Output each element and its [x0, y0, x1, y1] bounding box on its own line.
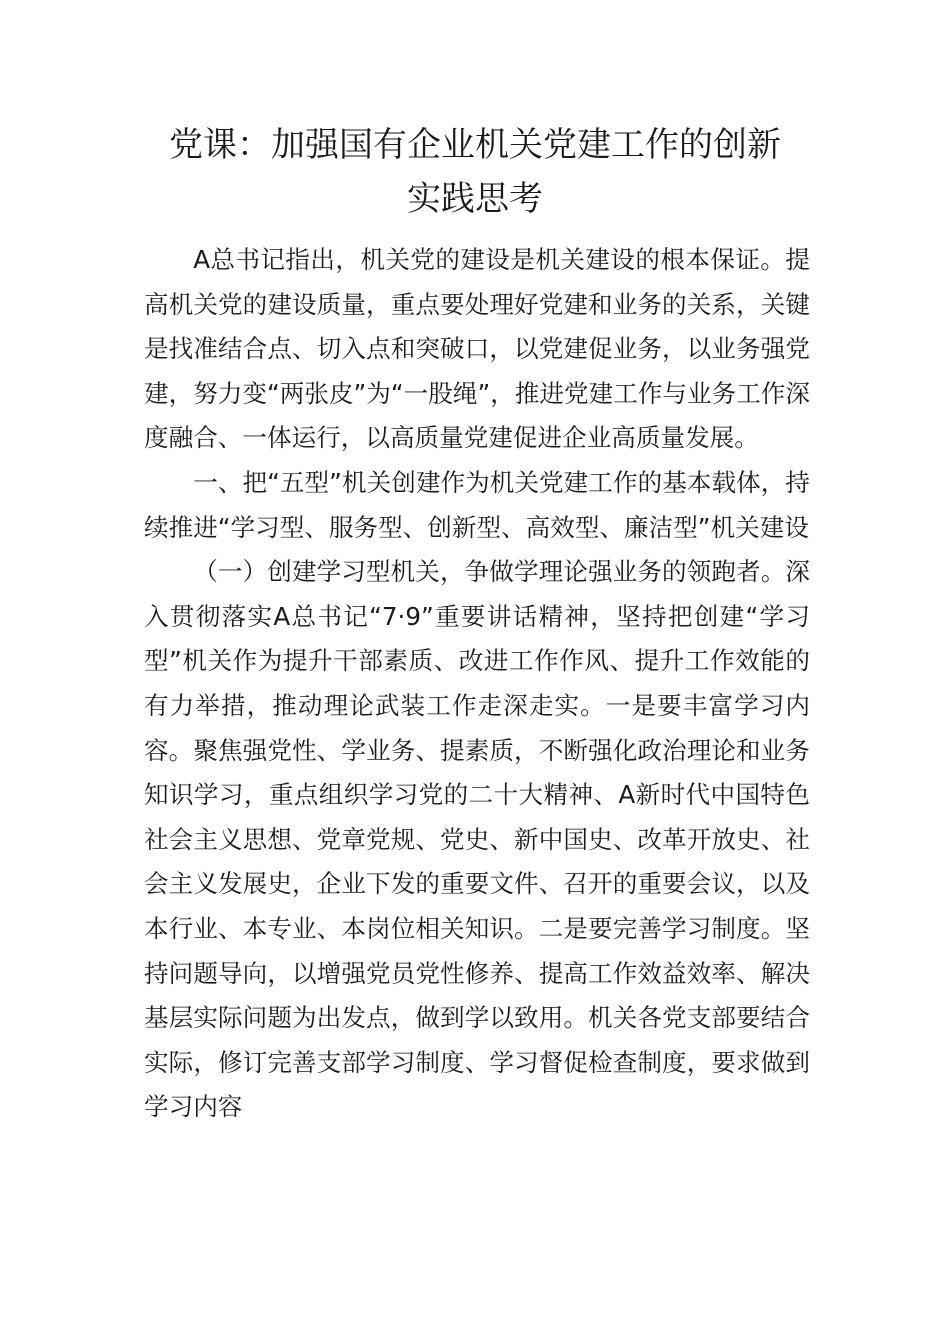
paragraph-section-heading: 一、把“五型”机关创建作为机关党建工作的基本载体，持续推进“学习型、服务型、创新型、高效型、廉洁型”机关建设: [144, 467, 810, 542]
paragraph-subsection-1: （一）创建学习型机关，争做学理论强业务的领跑者。深入贯彻落实A总书记“7·9”重要讲话精神，坚持把创建“学习型”机关作为提升干部素质、改进工作作风、提升工作效能的有力举措，推动理论武装工作走深走实。一是要丰富学习内容。聚焦强党性、学业务、提素质，不断强化政治理论和业务知识学习，重点组织学习党的二十大精神、A新时代中国特色社会主义思想、党章党规、党史、新中国史、改革开放史、社会主义发展史，企业下发的重要文件、召开的重要会议，以及本行业、本专业、本岗位相关知识。二是要完善学习制度。坚持问题导向，以增强党员党性修养、提高工作效益效率、解决基层实际问题为出发点，做到学以致用。机关各党支部要结合实际，修订完善支部学习制度、学习督促检查制度，要求做到学习内容: [144, 557, 810, 1122]
document-body: [144, 238, 810, 1130]
title-line-2: 实践思考: [407, 179, 543, 219]
title-line-1: 党课：加强国有企业机关党建工作的创新: [169, 125, 781, 165]
document-title: [120, 118, 830, 226]
paragraph-intro: A总书记指出，机关党的建设是机关建设的根本保证。提高机关党的建设质量，重点要处理好党建和业务的关系，关键是找准结合点、切入点和突破口，以党建促业务，以业务强党建，努力变“两张皮”为“一股绳”，推进党建工作与业务工作深度融合、一体运行，以高质量党建促进企业高质量发展。: [144, 245, 810, 453]
